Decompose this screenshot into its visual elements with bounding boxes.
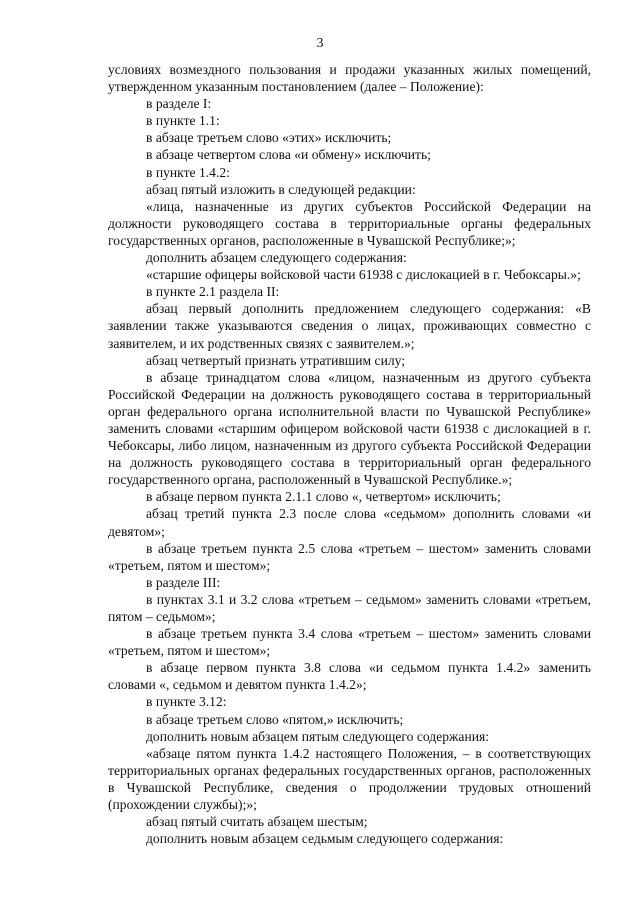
page-number: 3	[316, 36, 324, 51]
paragraph: в абзаце первом пункта 2.1.1 слово «, четвертом» исключить;	[146, 489, 501, 505]
paragraph: абзац пятый изложить в следующей редакции:	[146, 181, 416, 197]
paragraph: в абзаце третьем слово «пятом,» исключить;	[146, 711, 404, 727]
paragraph: в абзаце четвертом слова «и обмену» исключить;	[146, 147, 431, 163]
paragraph: в пункте 1.1:	[146, 113, 220, 129]
paragraph: дополнить абзацем следующего содержания:	[146, 250, 407, 266]
paragraph: в пункте 3.12:	[146, 694, 227, 710]
paragraph: дополнить новым абзацем седьмым следующего содержания:	[146, 831, 504, 847]
paragraph: в абзаце третьем пункта 2.5 слова «третьем – шестом» заменить словами «третьем, пятом и шестом»;	[108, 540, 591, 573]
paragraph: абзац четвертый признать утратившим силу;	[146, 352, 406, 368]
paragraph: «лица, назначенные из других субъектов Российской Федерации на должности руководящего состава в территориальные органы федеральных государственных органов, расположенные в Чувашской Республике;»;	[108, 198, 591, 248]
paragraph: «старшие офицеры войсковой части 61938 с дислокацией в г. Чебоксары.»;	[146, 267, 581, 283]
paragraph: в разделе III:	[146, 574, 221, 590]
paragraph: абзац первый дополнить предложением следующего содержания: «В заявлении также указываются сведения о лицах, проживающих совместно с заявителем, и их родственных связях с заявителем.»;	[108, 301, 591, 351]
paragraph: в абзаце третьем слово «этих» исключить;	[146, 130, 392, 146]
paragraph: в абзаце первом пункта 3.8 слова «и седьмом пункта 1.4.2» заменить словами «, седьмом и девятом пункта 1.4.2»;	[108, 660, 591, 693]
paragraph: в абзаце третьем пункта 3.4 слова «третьем – шестом» заменить словами «третьем, пятом и шестом»;	[108, 626, 591, 659]
paragraph: дополнить новым абзацем пятым следующего содержания:	[146, 728, 490, 744]
paragraph: в пункте 1.4.2:	[146, 164, 230, 180]
paragraph: «абзаце пятом пункта 1.4.2 настоящего Положения, – в соответствующих территориальных органах федеральных государственных органов, расположенных в Чувашской Республике, сведения о продолжении трудовых отношений (прохождении службы);»;	[108, 745, 591, 813]
paragraph: в разделе I:	[146, 96, 212, 112]
paragraph: в пунктах 3.1 и 3.2 слова «третьем – седьмом» заменить словами «третьем, пятом – седьмом»;	[108, 591, 591, 624]
paragraph: абзац третий пункта 2.3 после слова «седьмом» дополнить словами «и девятом»;	[108, 506, 591, 539]
paragraph: в пункте 2.1 раздела II:	[146, 284, 280, 300]
paragraph: в абзаце тринадцатом слова «лицом, назначенным из другого субъекта Российской Федерации на должность руководящего состава в территориальный орган федерального органа исполнительной власти по Чувашской Республике» заменить словами «старшим офицером войсковой части 61938 с дислокацией в г. Чебоксары, либо лицом, назначенным из другого субъекта Российской Федерации на должность руководящего состава в территориальный орган федерального государственного органа, расположенный в Чувашской Республике.»;	[108, 369, 591, 488]
paragraph: условиях возмездного пользования и продажи указанных жилых помещений, утвержденном указанным постановлением (далее – Положение):	[108, 62, 591, 95]
paragraph: абзац пятый считать абзацем шестым;	[146, 814, 368, 830]
document-body	[108, 61, 591, 847]
